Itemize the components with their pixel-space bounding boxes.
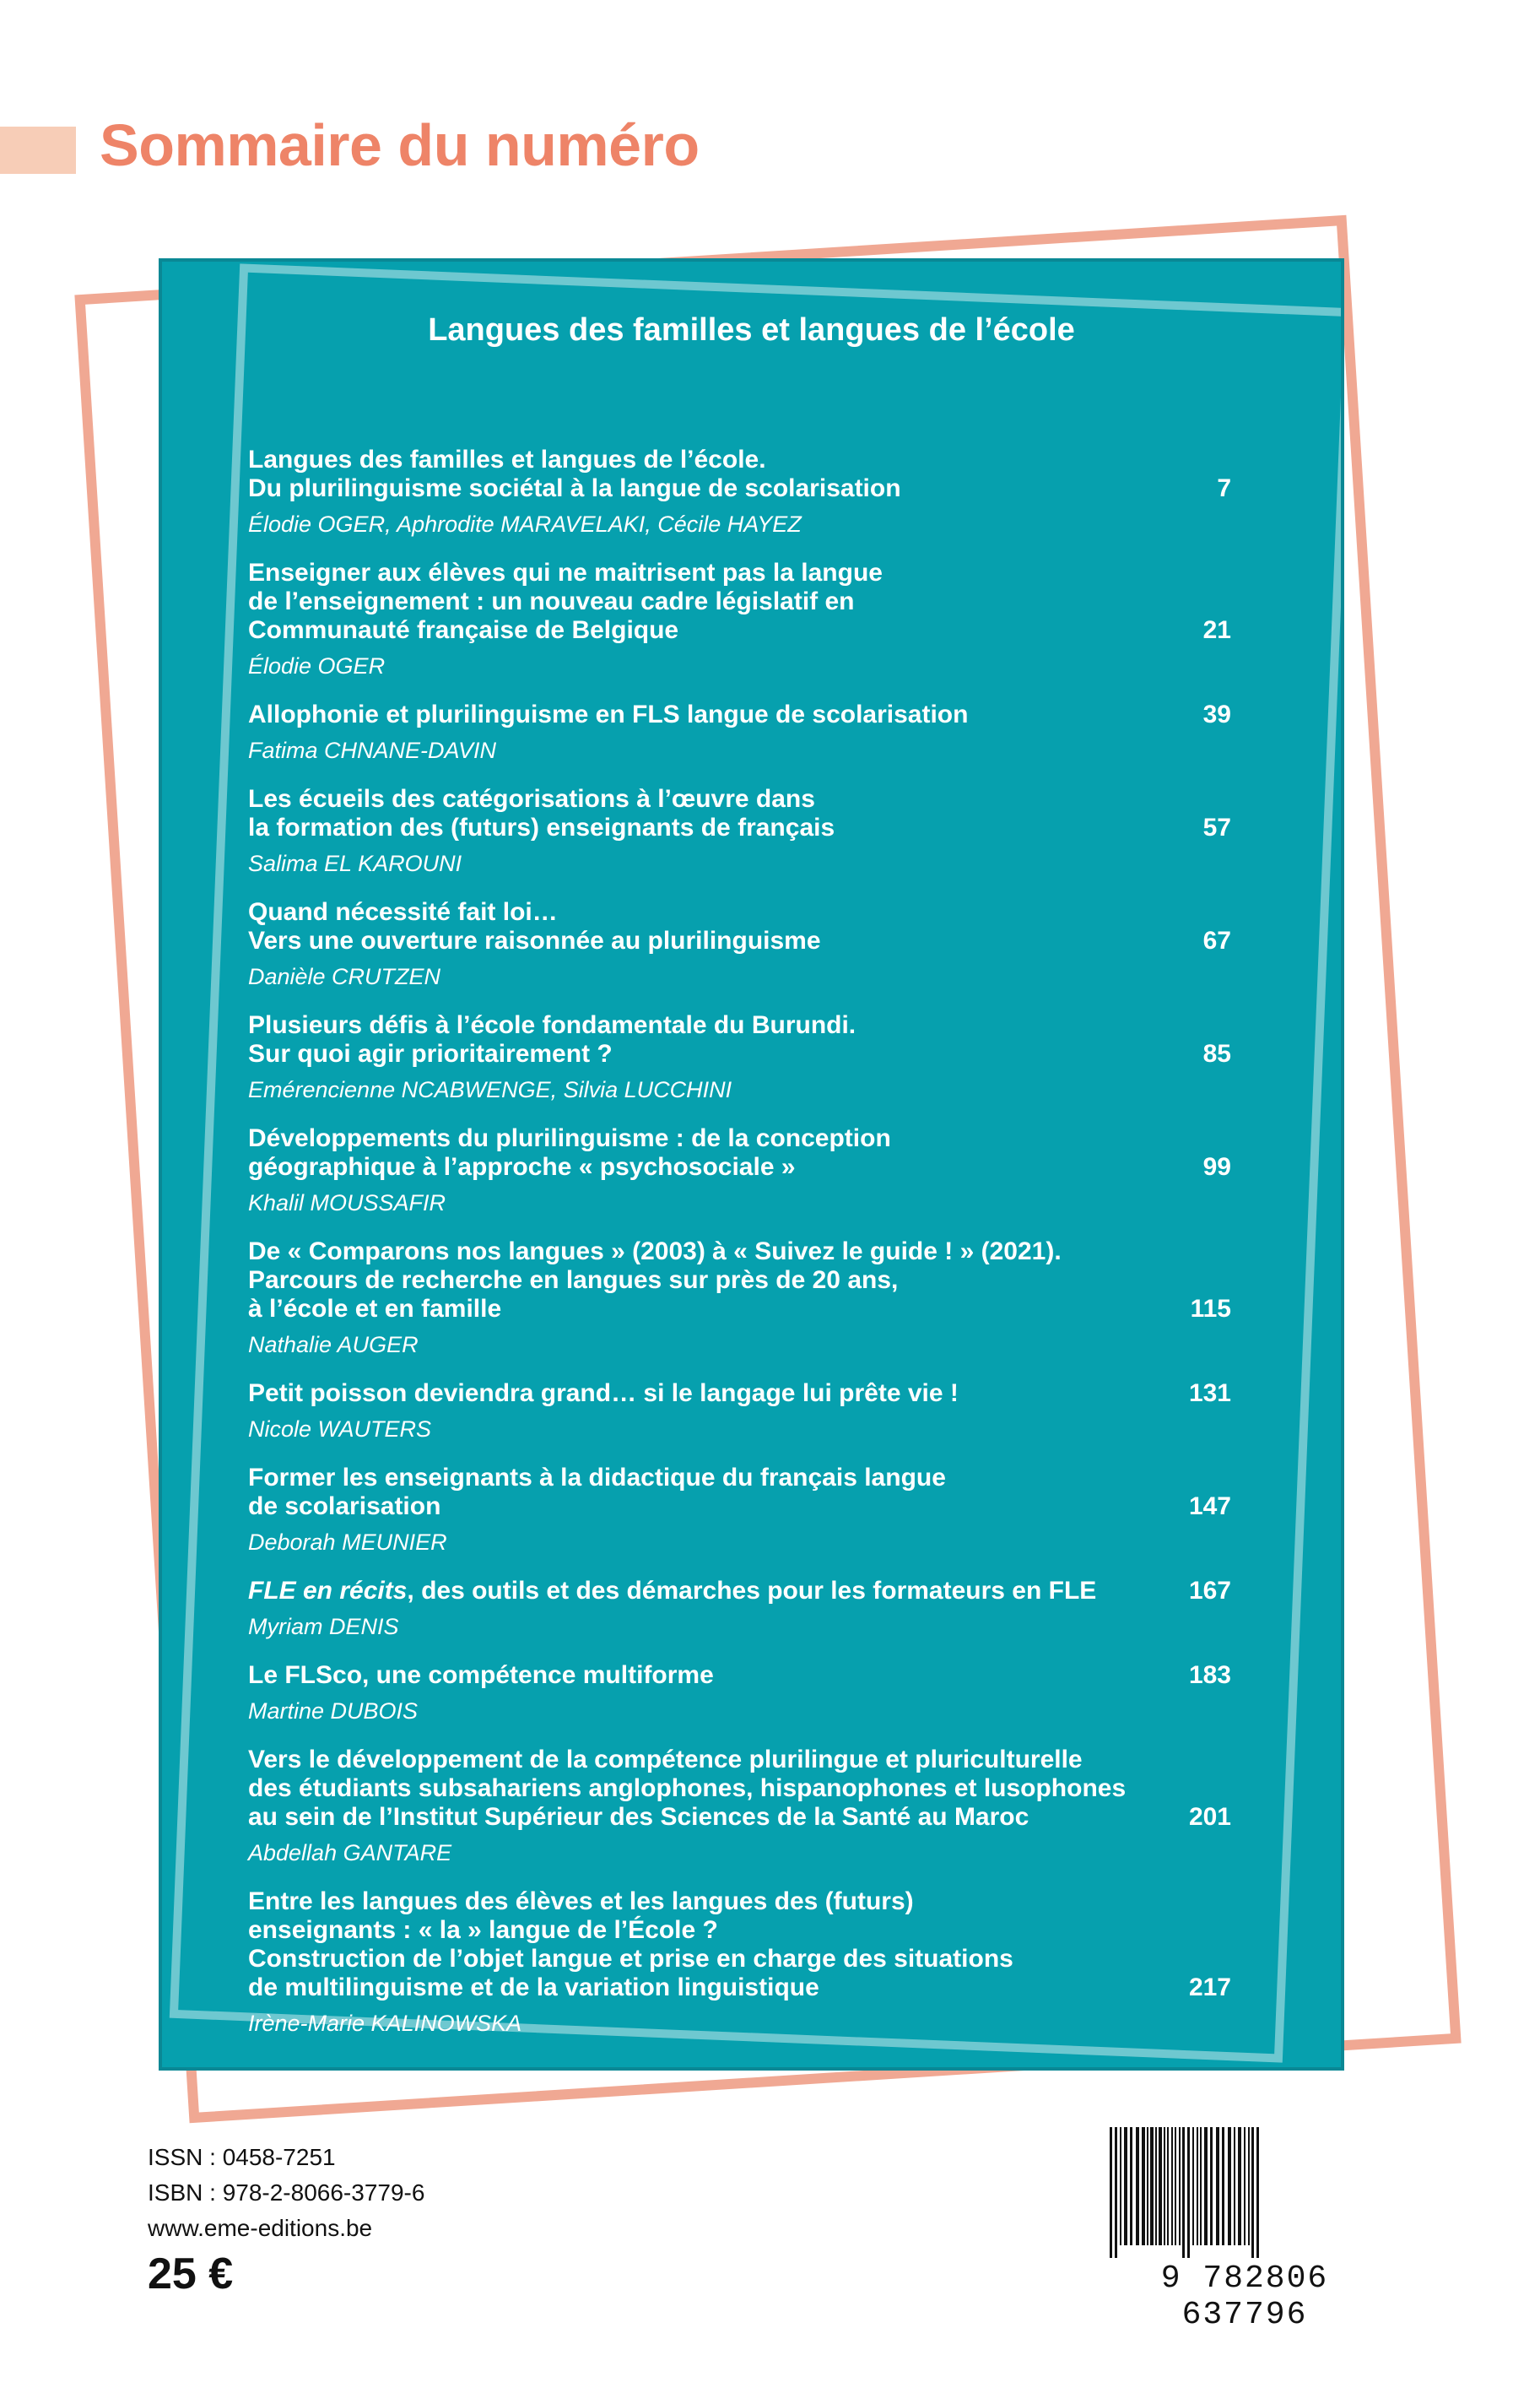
- barcode-number: 9 782806 637796: [1160, 2260, 1329, 2333]
- toc-entry-page: 39: [1202, 701, 1231, 728]
- toc-panel: [159, 258, 1344, 2071]
- barcode-bar: [1251, 2127, 1254, 2258]
- toc-entry-row: [248, 1011, 1231, 1069]
- barcode-bar: [1222, 2127, 1224, 2245]
- barcode: [1093, 2127, 1397, 2333]
- toc-entry-title-line: [248, 1916, 1155, 1945]
- toc-entry-title: [248, 701, 1155, 729]
- toc-entry-row: [248, 1464, 1231, 1521]
- barcode-bar: [1164, 2127, 1165, 2245]
- toc-entry-authors: Irène-Marie KALINOWSKA: [248, 2011, 522, 2036]
- toc-entry-title-line: [248, 1153, 1155, 1182]
- toc-entry-title-line: [248, 898, 1155, 927]
- barcode-bar: [1210, 2127, 1213, 2245]
- barcode-bar: [1136, 2127, 1139, 2245]
- toc-entry-title-line: [248, 1945, 1155, 1973]
- toc-entry-title-line: [248, 587, 1155, 616]
- barcode-bar: [1197, 2127, 1198, 2245]
- toc-entry-page: 147: [1188, 1492, 1231, 1520]
- toc-entry-row: [248, 559, 1231, 645]
- toc-entry-page: 99: [1202, 1153, 1231, 1181]
- barcode-bar: [1171, 2127, 1173, 2245]
- toc-entry[interactable]: [248, 1661, 1231, 1725]
- toc-entry-authors: Fatima CHNANE-DAVIN: [248, 738, 497, 763]
- barcode-bar: [1234, 2127, 1235, 2245]
- toc-entry-title: [248, 785, 1155, 842]
- toc-entry-title-line: [248, 1661, 1155, 1690]
- toc-entry-page: 21: [1202, 616, 1231, 644]
- barcode-icon: [1108, 2127, 1378, 2258]
- barcode-bar: [1182, 2127, 1185, 2258]
- toc-entry-title-text: Enseigner aux élèves qui ne maitrisent pas la langue: [248, 559, 883, 587]
- barcode-bar: [1238, 2127, 1241, 2245]
- toc-entry-row: [248, 785, 1231, 842]
- toc-entry-title-text: Parcours de recherche en langues sur près de 20 ans,: [248, 1266, 899, 1294]
- toc-entry-title-line: [248, 1774, 1155, 1803]
- toc-entry[interactable]: [248, 1011, 1231, 1104]
- toc-entry-authors: Emérencienne NCABWENGE, Silvia LUCCHINI: [248, 1077, 732, 1102]
- barcode-bar: [1248, 2127, 1250, 2245]
- toc-entry-page: 131: [1188, 1379, 1231, 1407]
- toc-entry-row: [248, 1237, 1231, 1324]
- toc-entry-authors: Nathalie AUGER: [248, 1332, 419, 1357]
- toc-entry-row: [248, 701, 1231, 729]
- toc-entry-title-italic: FLE en récits: [248, 1577, 408, 1605]
- toc-entry-row: [248, 1124, 1231, 1182]
- toc-entry[interactable]: [248, 1237, 1231, 1359]
- toc-entry[interactable]: [248, 446, 1231, 539]
- toc-entry-page: 183: [1188, 1661, 1231, 1689]
- toc-entry-authors: Élodie OGER, Aphrodite MARAVELAKI, Cécile HAYEZ: [248, 512, 802, 537]
- page-title: Sommaire du numéro: [100, 112, 700, 178]
- barcode-bar: [1159, 2127, 1162, 2245]
- toc-entry-row: [248, 1887, 1231, 2002]
- toc-entry-title-line: [248, 559, 1155, 587]
- toc-entry-title-line: [248, 616, 1155, 645]
- barcode-bar: [1142, 2127, 1145, 2245]
- toc-entry-title-line: [248, 1973, 1155, 2002]
- price-label: 25 €: [148, 2250, 234, 2298]
- toc-entry-title-text: Allophonie et plurilinguisme en FLS langue de scolarisation: [248, 701, 969, 728]
- barcode-bar: [1120, 2127, 1121, 2245]
- header-accent-bar: [0, 127, 76, 174]
- toc-entry-title-line: [248, 1266, 1155, 1295]
- toc-entry-title-line: [248, 1464, 1155, 1492]
- toc-entry-title-text: Vers le développement de la compétence plurilingue et pluriculturelle: [248, 1746, 1083, 1773]
- toc-entry-authors: Danièle CRUTZEN: [248, 964, 441, 989]
- toc-entry[interactable]: [248, 1577, 1231, 1641]
- toc-entry-authors: Martine DUBOIS: [248, 1698, 419, 1724]
- toc-entry-title-text: Langues des familles et langues de l’école.: [248, 446, 766, 474]
- barcode-bar: [1124, 2127, 1127, 2245]
- toc-entry-title-text: Vers une ouverture raisonnée au plurilinguisme: [248, 927, 821, 955]
- toc-entry[interactable]: [248, 559, 1231, 680]
- toc-entry-title-text: Plusieurs défis à l’école fondamentale du Burundi.: [248, 1011, 856, 1039]
- toc-entry-title-line: [248, 1492, 1155, 1521]
- toc-entry-title-line: [248, 701, 1155, 729]
- toc-entry-title-line: [248, 785, 1155, 814]
- toc-entry-title-text: de l’enseignement : un nouveau cadre législatif en: [248, 587, 855, 615]
- toc-entry-title-text: des étudiants subsahariens anglophones, hispanophones et lusophones: [248, 1774, 1127, 1802]
- toc-entry-title-text: Sur quoi agir prioritairement ?: [248, 1040, 613, 1068]
- barcode-bar: [1204, 2127, 1208, 2245]
- toc-entry[interactable]: [248, 701, 1231, 765]
- toc-entry[interactable]: [248, 1379, 1231, 1443]
- toc-entry-title-text: à l’école et en famille: [248, 1295, 502, 1323]
- toc-entry-title-text: au sein de l’Institut Supérieur des Sciences de la Santé au Maroc: [248, 1803, 1029, 1831]
- barcode-bar: [1228, 2127, 1231, 2245]
- barcode-bar: [1187, 2127, 1190, 2258]
- toc-entry-title-line: [248, 446, 1155, 474]
- toc-entry-page: 115: [1190, 1295, 1231, 1323]
- toc-entry-page: 7: [1217, 474, 1231, 502]
- toc-entry-title-line: [248, 1295, 1155, 1324]
- toc-entry-title: [248, 1464, 1155, 1521]
- toc-entry-title-line: [248, 1124, 1155, 1153]
- toc-entry-title-text: de scolarisation: [248, 1492, 441, 1520]
- toc-entry-page: 217: [1188, 1973, 1231, 2001]
- barcode-bar: [1175, 2127, 1176, 2245]
- toc-entry-title-line: [248, 1040, 1155, 1069]
- toc-entry-authors: Salima EL KAROUNI: [248, 851, 462, 876]
- toc-entry-title: [248, 1011, 1155, 1069]
- toc-entry-title: [248, 1661, 1155, 1690]
- toc-entry-title-text: Petit poisson deviendra grand… si le langage lui prête vie !: [248, 1379, 959, 1407]
- isbn-text: ISBN : 978-2-8066-3779-6: [148, 2179, 425, 2206]
- barcode-bar: [1147, 2127, 1148, 2245]
- toc-entry-title-text: Entre les langues des élèves et les langues des (futurs): [248, 1887, 914, 1915]
- toc-entry-title: [248, 1887, 1155, 2002]
- toc-entry-title: [248, 1237, 1155, 1324]
- barcode-bar: [1130, 2127, 1132, 2245]
- toc-entry-title: [248, 1379, 1155, 1408]
- toc-entry[interactable]: [248, 1746, 1231, 1867]
- toc-entry-title-text: Communauté française de Belgique: [248, 616, 679, 644]
- toc-entry-page: 67: [1202, 927, 1231, 955]
- toc-entry-page: 85: [1202, 1040, 1231, 1068]
- toc-entry-title-line: [248, 1577, 1155, 1605]
- toc-entry-title: [248, 559, 1155, 645]
- toc-entry-title: [248, 446, 1155, 503]
- toc-entry-title-text: Quand nécessité fait loi…: [248, 898, 558, 926]
- toc-entry-title-text: Du plurilinguisme sociétal à la langue de scolarisation: [248, 474, 901, 502]
- toc-entry-title-text: Former les enseignants à la didactique du français langue: [248, 1464, 946, 1492]
- toc-entry-title-text: Les écueils des catégorisations à l’œuvre dans: [248, 785, 815, 813]
- barcode-bar: [1155, 2127, 1157, 2245]
- toc-entry[interactable]: [248, 785, 1231, 878]
- toc-entry-title-text: la formation des (futurs) enseignants de français: [248, 814, 835, 842]
- toc-entry-title: [248, 1124, 1155, 1182]
- toc-entry-title-text: de multilinguisme et de la variation linguistique: [248, 1973, 819, 2001]
- toc-entry-row: [248, 1661, 1231, 1690]
- toc-entry-authors: Abdellah GANTARE: [248, 1840, 452, 1865]
- toc-entry-title: [248, 898, 1155, 956]
- toc-entry-title-text: De « Comparons nos langues » (2003) à « Suivez le guide ! » (2021).: [248, 1237, 1062, 1265]
- toc-entry-authors: Deborah MEUNIER: [248, 1529, 447, 1555]
- toc-entry-page: 167: [1188, 1577, 1231, 1605]
- toc-entry-title-line: [248, 1803, 1155, 1832]
- website-link[interactable]: www.eme-editions.be: [148, 2215, 373, 2241]
- barcode-bar: [1115, 2127, 1117, 2258]
- toc-entry-title-line: [248, 1011, 1155, 1040]
- toc-entry-title-line: [248, 814, 1155, 842]
- toc-panel-content: [162, 262, 1341, 2067]
- publication-info: [148, 2140, 424, 2246]
- barcode-bar: [1256, 2127, 1259, 2258]
- table-of-contents: [248, 446, 1231, 2058]
- toc-entry-row: [248, 1577, 1231, 1605]
- toc-entry-title-line: [248, 1237, 1155, 1266]
- toc-entry-title-text: , des outils et des démarches pour les formateurs en FLE: [407, 1577, 1097, 1605]
- barcode-bar: [1216, 2127, 1219, 2245]
- issn-text: ISSN : 0458-7251: [148, 2144, 336, 2170]
- toc-entry-authors: Khalil MOUSSAFIR: [248, 1190, 446, 1215]
- barcode-bar: [1167, 2127, 1169, 2245]
- toc-entry-title-line: [248, 1379, 1155, 1408]
- toc-entry-title-line: [248, 927, 1155, 956]
- toc-entry-title-text: Le FLSco, une compétence multiforme: [248, 1661, 714, 1689]
- toc-entry-title-text: enseignants : « la » langue de l’École ?: [248, 1916, 718, 1944]
- barcode-bar: [1179, 2127, 1181, 2245]
- toc-entry-title-text: Construction de l’objet langue et prise en charge des situations: [248, 1945, 1013, 1973]
- barcode-bar: [1200, 2127, 1202, 2245]
- toc-entry[interactable]: [248, 1464, 1231, 1557]
- toc-entry-title-line: [248, 474, 1155, 503]
- toc-entry-title-text: Développements du plurilinguisme : de la conception: [248, 1124, 891, 1152]
- toc-entry-row: [248, 1379, 1231, 1408]
- barcode-bar: [1244, 2127, 1246, 2245]
- toc-entry-authors: Élodie OGER: [248, 653, 386, 679]
- toc-entry-title-line: [248, 1887, 1155, 1916]
- toc-entry-title: [248, 1746, 1155, 1832]
- toc-entry[interactable]: [248, 898, 1231, 991]
- toc-entry-row: [248, 446, 1231, 503]
- toc-entry[interactable]: [248, 1887, 1231, 2038]
- toc-entry-authors: Nicole WAUTERS: [248, 1416, 432, 1442]
- toc-entry-title-line: [248, 1746, 1155, 1774]
- toc-entry-authors: Myriam DENIS: [248, 1614, 399, 1639]
- toc-entry-row: [248, 1746, 1231, 1832]
- toc-entry-title-text: géographique à l’approche « psychosociale »: [248, 1153, 796, 1181]
- barcode-bar: [1110, 2127, 1112, 2258]
- toc-entry-row: [248, 898, 1231, 956]
- barcode-bar: [1150, 2127, 1154, 2245]
- section-title: Langues des familles et langues de l’école: [428, 312, 1075, 348]
- barcode-bar: [1192, 2127, 1194, 2245]
- toc-entry[interactable]: [248, 1124, 1231, 1217]
- toc-entry-page: 201: [1188, 1803, 1231, 1831]
- toc-entry-page: 57: [1202, 814, 1231, 842]
- toc-entry-title: [248, 1577, 1155, 1605]
